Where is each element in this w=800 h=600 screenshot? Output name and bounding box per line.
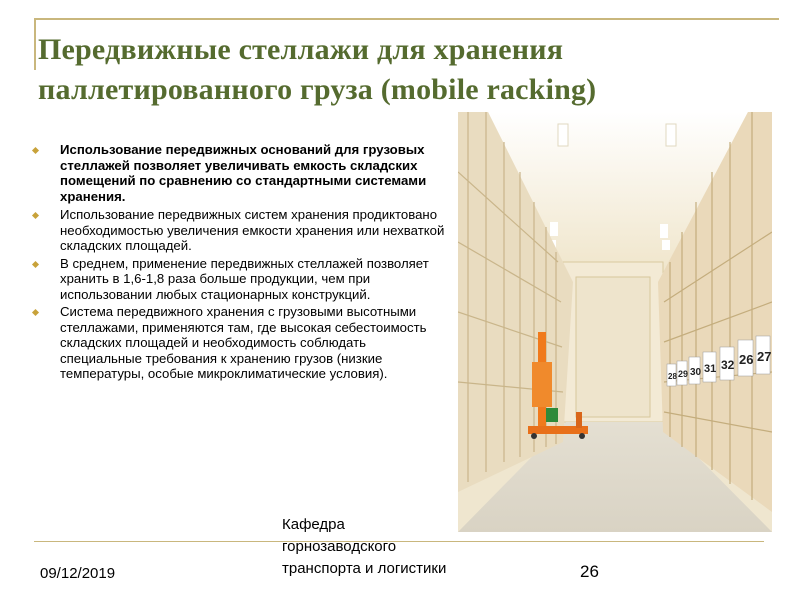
page-number: 26 — [580, 562, 599, 581]
rack-number: 27 — [757, 349, 772, 364]
bullet-item — [30, 256, 450, 303]
warehouse-illustration — [458, 112, 772, 532]
top-divider — [34, 18, 779, 20]
left-divider — [34, 18, 36, 70]
footer-date: 09/12/2019 — [40, 565, 116, 582]
rack-number: 32 — [721, 358, 735, 372]
warehouse-photo — [458, 112, 772, 532]
bullet-item — [30, 207, 450, 254]
title-line-1: Передвижные стеллажи для хранения — [38, 33, 564, 66]
rack-number: 31 — [704, 363, 717, 375]
footer-department-line: Кафедра — [282, 516, 345, 533]
bullet-icon — [32, 309, 39, 316]
rack-number: 29 — [678, 369, 689, 379]
footer-department-line: горнозаводского — [282, 538, 397, 555]
footer-department-line: транспорта и логистики — [282, 560, 447, 577]
bullet-icon — [32, 147, 39, 154]
bullet-text: Система передвижного хранения с грузовыми высотными стеллажами, применяются там, где высокая себестоимость складских площадей и необходимость соблюдать специальные требования к хранению грузов (низкие температуры, особые микроклиматические условия). — [60, 304, 427, 381]
rack-number: 28 — [668, 372, 677, 381]
slide-title — [38, 30, 738, 110]
footer-department — [282, 514, 522, 580]
bullet-text: Использование передвижных систем хранения продиктовано необходимостью увеличения емкости хранения или нехваткой складских площадей. — [60, 207, 445, 253]
bullet-item — [30, 304, 450, 382]
bullet-icon — [32, 260, 39, 267]
bullet-text: В среднем, применение передвижных стеллажей позволяет хранить в 1,6-1,8 раза больше продукции, чем при использовании любых стационарных конструкций. — [60, 255, 429, 302]
bullet-text: Использование передвижных оснований для грузовых стеллажей позволяет увеличивать емкость складских помещений по сравнению со стандартными системами хранения. — [60, 142, 427, 204]
rack-number: 30 — [690, 367, 702, 378]
rack-number: 26 — [739, 352, 754, 367]
bullet-list — [30, 142, 450, 384]
title-line-2: паллетированного груза (mobile racking) — [38, 73, 597, 106]
bullet-item — [30, 142, 450, 204]
bullet-icon — [32, 212, 39, 219]
